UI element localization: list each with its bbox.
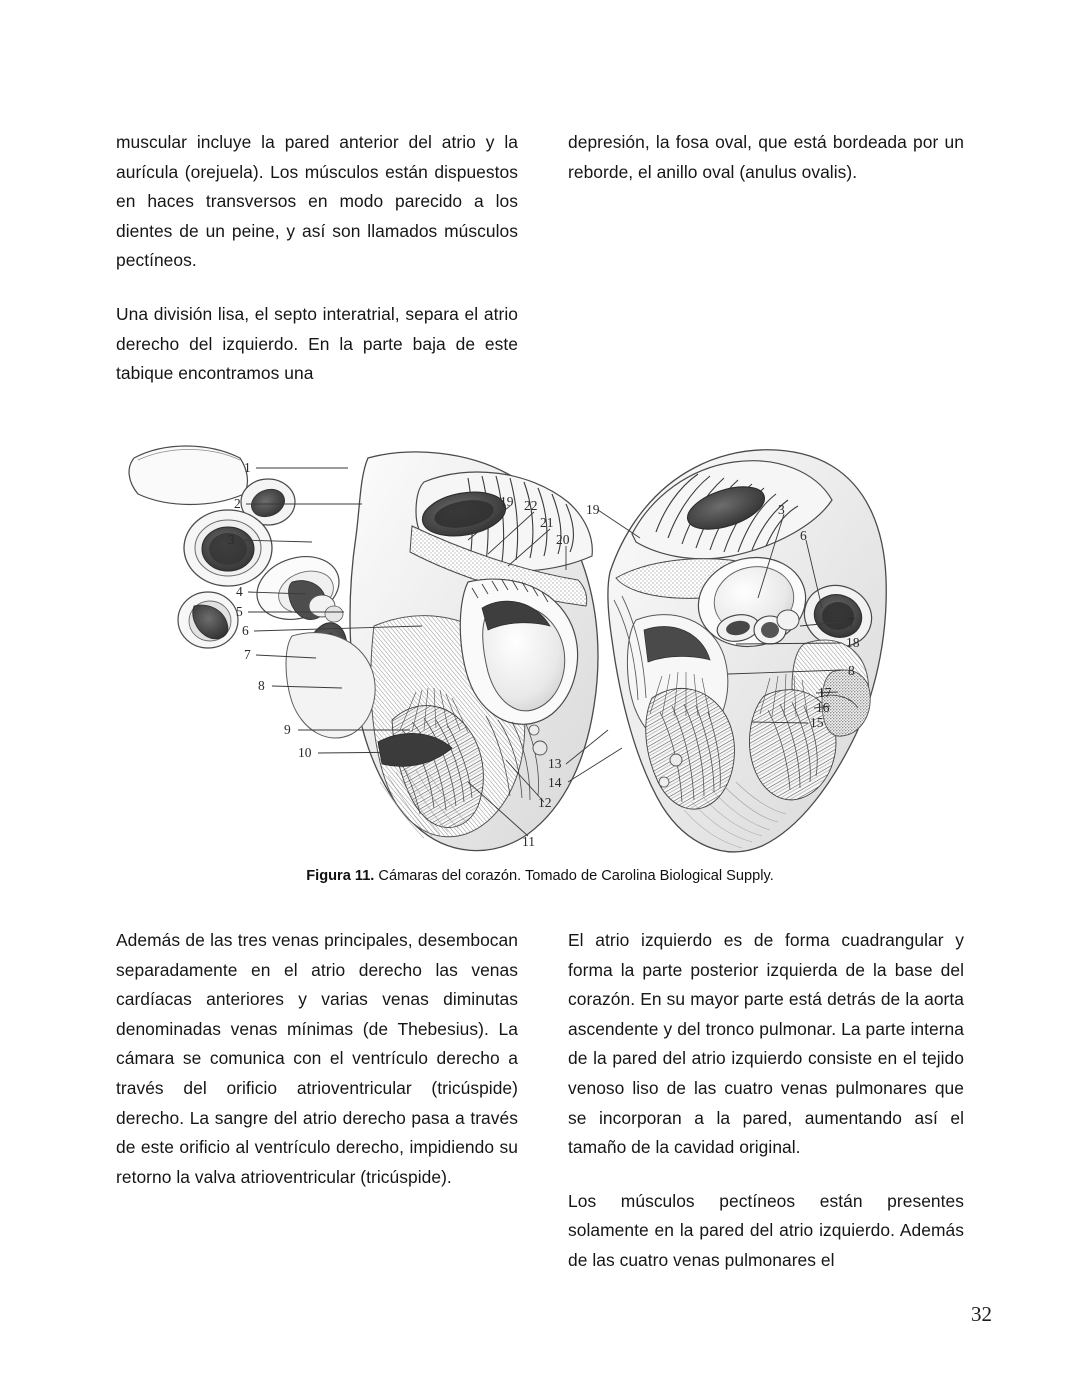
figure-label-3-right: 3 bbox=[778, 502, 785, 517]
figure-label-8: 8 bbox=[258, 678, 265, 693]
figure-label-6: 6 bbox=[242, 623, 249, 638]
text-column-top-left bbox=[116, 128, 518, 389]
figure-label-6-right: 6 bbox=[800, 528, 807, 543]
paragraph: Los músculos pectíneos están presentes solamente en la pared del atrio izquierdo. Además de las cuatro venas pulmonares el bbox=[568, 1190, 964, 1270]
text-column-bottom-right bbox=[568, 926, 964, 1276]
figure-label-20: 20 bbox=[556, 532, 570, 547]
figure-label-2: 2 bbox=[234, 496, 241, 511]
figure-label-8-right: 8 bbox=[848, 663, 855, 678]
figure-label-1: 1 bbox=[244, 460, 251, 475]
figure-caption-text: Cámaras del corazón. Tomado de Carolina Biological Supply. bbox=[374, 868, 774, 884]
heart-chambers-illustration bbox=[116, 430, 964, 870]
text-column-bottom-left bbox=[116, 926, 518, 1192]
figure-label-15: 15 bbox=[810, 715, 824, 730]
figure-label-17: 17 bbox=[818, 685, 832, 700]
figure-label-12: 12 bbox=[538, 795, 552, 810]
figure-label-7: 7 bbox=[244, 647, 251, 662]
figure-label-14: 14 bbox=[548, 775, 562, 790]
text-column-top-right bbox=[568, 128, 964, 187]
figure-heart-chambers bbox=[116, 430, 964, 870]
paragraph: muscular incluye la pared anterior del atrio y la aurícula (orejuela). Los músculos están dispuestos en haces transversos en modo parecido a los dientes de un peine, y así son llamados músculos pectíneos. bbox=[116, 132, 518, 271]
figure-label-10: 10 bbox=[298, 745, 312, 760]
figure-caption bbox=[116, 866, 964, 886]
figure-label-19-right: 19 bbox=[586, 502, 600, 517]
figure-label-3: 3 bbox=[228, 532, 235, 547]
figure-label-11: 11 bbox=[522, 834, 535, 849]
figure-label-7-right: 7 bbox=[848, 615, 855, 630]
paragraph: El atrio izquierdo es de forma cuadrangular y forma la parte posterior izquierda de la base del corazón. En su mayor parte está detrás de la aorta ascendente y del tronco pulmonar. La parte interna de la pared del atrio izquierdo consiste en el tejido venoso liso de las cuatro venas pulmonares que se incorporan a la pared, aumentando así el tamaño de la cavidad original. bbox=[568, 930, 964, 1158]
figure-label-22: 22 bbox=[524, 498, 538, 513]
figure-label-13: 13 bbox=[548, 756, 562, 771]
figure-label-18: 18 bbox=[846, 635, 860, 650]
heart-right-half bbox=[608, 450, 886, 852]
figure-label-4: 4 bbox=[236, 584, 243, 599]
figure-label-21: 21 bbox=[540, 515, 554, 530]
paragraph: depresión, la fosa oval, que está bordeada por un reborde, el anillo oval (anulus ovalis). bbox=[568, 132, 964, 182]
paragraph: Una división lisa, el septo interatrial, separa el atrio derecho del izquierdo. En la parte baja de este tabique encontramos una bbox=[116, 303, 518, 384]
figure-label-9: 9 bbox=[284, 722, 291, 737]
figure-caption-label: Figura 11. bbox=[306, 868, 375, 884]
paragraph: Además de las tres venas principales, desembocan separadamente en el atrio derecho las venas cardíacas anteriores y varias venas diminutas denominadas venas mínimas (de Thebesius). La cámara se comunica con el ventrículo derecho a través del orificio atrioventricular (tricúspide) derecho. La sangre del atrio derecho pasa a través de este orificio al ventrículo derecho, impidiendo su retorno la valva atrioventricular (tricúspide). bbox=[116, 930, 518, 1187]
figure-label-5: 5 bbox=[236, 604, 243, 619]
figure-label-19-left: 19 bbox=[500, 494, 514, 509]
page-number: 32 bbox=[971, 1302, 992, 1326]
figure-label-16: 16 bbox=[816, 700, 830, 715]
